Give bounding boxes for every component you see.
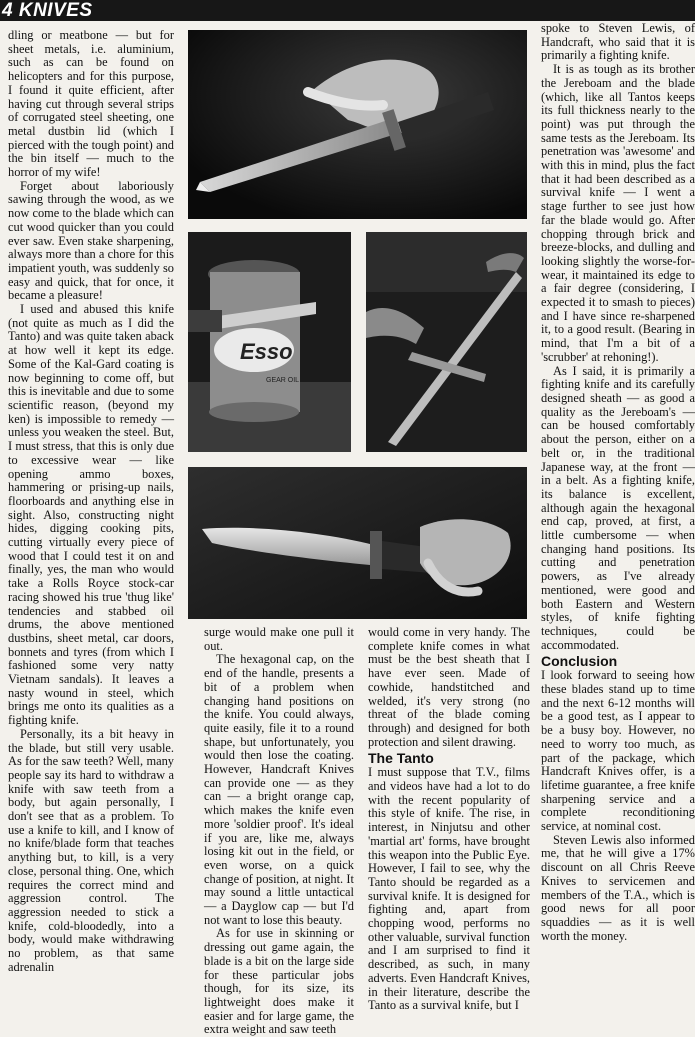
section-header-bar <box>0 0 695 21</box>
paragraph: I must suppose that T.V., films and videos have had a lot to do with the recent popularity of this style of knife. The rise, in interest, in Ninjutsu and other 'martial art' forms, have brought this weapon into the Public Eye. However, I fail to see, why the Tanto should be regarded as a survival knife. It is designed for fighting and, apart from chopping wood, performs no other valuable, survival function and I am surprised to find it described, as such, in many adverts. Even Handcraft Knives, in their literature, describe the Tanto as a survival knife, but I <box>368 765 530 1013</box>
paragraph: dling or meatbone — but for sheet metals, i.e. aluminium, such as can be found on helicopters and for this purpose, I found it quite efficient, after having cut through several strips of corrugated steel sheeting, one metal dustbin lid (which I pierced with the tough point) and the bin itself — much to the horror of my wife! <box>8 28 174 180</box>
column-1 <box>8 29 174 1023</box>
section-heading-conclusion: Conclusion <box>541 653 618 670</box>
paragraph: would come in very handy. The complete knife comes in what must be the best sheath that I have ever seen. Made of cowhide, handstitched and welded, it's very strong (no threat of the blade coming through) and designed for both protection and silent drawing. <box>368 625 530 749</box>
column-2 <box>204 625 354 1037</box>
column-4 <box>541 22 695 1020</box>
paragraph: I used and abused this knife (not quite as much as I did the Tanto) and was quite taken aback at how well it kept its edge. Some of the Kal-Gard coating is now beginning to come off, but this is inevitable and due to some scientific reason, (beyond my ken) is impossible to remedy — unless you weaken the steel. But, I must stress, that this is only due to excessive wear — like opening ammo boxes, hammering or prising-up nails, floorboards and anything else in sight. Also, constructing night hides, digging cooking pits, cutting virtually every piece of wood that I could test it on and finally, yes, the man who would take a Rolls Royce stock-car racing showed his true 'thug like' tendencies and stabbed oil drums, the above mentioned dustbins, sheet metal, car doors, bonnets and tyres (from which I fashioned some very natty Vietnam sandals). It leaves a nasty wound in steel, which brings me onto its qualities as a fighting knife. <box>8 302 174 728</box>
paragraph: I look forward to seeing how these blades stand up to time and the next 6-12 months will be a good test, as I appear to be a busy boy. However, no need to worry too much, as part of the package, which Handcraft Knives offer, is a lifetime guarantee, a free knife sharpening service and a complete reconditioning service, at nominal cost. <box>541 668 695 834</box>
paragraph: As I said, it is primarily a fighting knife and its carefully designed sheath — as good a quality as the Jereboam's — can be housed comfortably about the person, either on a belt or, in the traditional Japanese way, at the front — in a belt. As a fighting knife, its balance is excellent, although again the hexagonal end cap, proved, at first, a little cumbersome — when changing hand positions. Its cutting and penetration powers, as I've already mentioned, were good and both Eastern and Western styles, of knife fighting techniques, could be accommodated. <box>541 363 695 652</box>
column-3 <box>368 626 530 1023</box>
section-title: 4 KNIVES <box>2 0 93 21</box>
paragraph: Personally, its a bit heavy in the blade, but still very usable. As for the saw teeth? Well, many people say its hard to withdraw a knife with saw teeth from a body, but again personally, I don't see that as a problem. To use a knife to kill, and I know of no knife/blade form that teaches anything but, to kill, is a very close, personal thing. One, which requires the correct mind and aggression control. The aggression needed to stick a knife, cold-bloodedly, into a body, would make withdrawing no problem, as that same adrenalin <box>8 726 174 974</box>
section-heading-tanto: The Tanto <box>368 750 434 767</box>
photo-knife-through-can <box>188 232 351 452</box>
paragraph: As for use in skinning or dressing out game again, the blade is a bit on the large side for these particular jobs though, for its size, its lightweight does make it easier and for large game, the extra weight and saw teeth <box>204 926 354 1037</box>
paragraph: Steven Lewis also informed me, that he will give a 17% discount on all Chris Reeve Knives to servicemen and members of the T.A., which is good news for all poor squaddies — as it is well worth the money. <box>541 832 695 943</box>
photo-hand-holding-knife <box>188 30 527 219</box>
paragraph: Forget about laboriously sawing through the wood, as we now come to the blade which can cut wood quicker than you could ever saw. Even stake sharpening, always more than a chore for this impatient youth, was suddenly so easy and quick, that for once, it became a pleasure! <box>8 178 174 303</box>
can-label-text: GEAR OIL <box>266 377 300 384</box>
paragraph: It is as tough as its brother the Jereboam and the blade (which, like all Tantos keeps its full thickness nearly to the point) was put through the same tests as the Jereboam. Its penetration was 'awesome' and with this in mind, plus the fact that it had been described as a survival knife — I went a stage further to see just how far the blade would go. After chopping through brick and breeze-blocks, and dulling and looking slightly the worse-for-wear, it maintained its edge to a fair degree (considering, I expected it to smash to pieces) and I have since re-sharpened it, to a good result. (Bearing in mind, that I'm a bit of a 'scrubber' at rehoning!). <box>541 62 695 364</box>
photo-knife-through-sheet <box>366 232 527 452</box>
can-logo: Esso <box>240 339 293 364</box>
paragraph: The hexagonal cap, on the end of the handle, presents a bit of a problem when changing hand positions on the knife. You could always, quite easily, file it to a round shape, but unfortunately, you would then lose the coating. However, Handcraft Knives can provide one — as they can — a bright orange cap, which makes the knife even more 'soldier proof'. It's ideal if you are, like me, always losing kit out in the field, or even worse, on a quick change of position, at night. It may sound a little untactical — a Dayglow cap — but I'd not want to lose this beauty. <box>204 652 354 927</box>
paragraph: spoke to Steven Lewis, of Handcraft, who said that it is primarily a fighting knife. <box>541 21 695 63</box>
paragraph: surge would make one pull it out. <box>204 625 354 653</box>
photo-knife-in-hand <box>188 467 527 619</box>
